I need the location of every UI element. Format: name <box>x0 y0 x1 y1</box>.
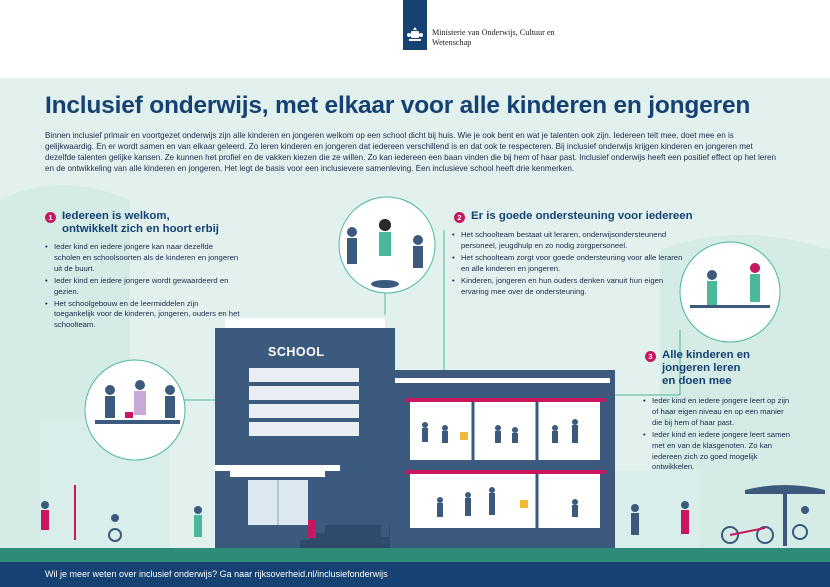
school-sign: SCHOOL <box>268 345 325 359</box>
section-1-list <box>45 242 240 332</box>
logo-bar <box>403 0 427 50</box>
ministry-name <box>432 28 555 48</box>
section-2-number: 2 <box>454 212 465 223</box>
section-2-list <box>452 230 692 298</box>
section-1-heading-line-2: ontwikkelt zich en hoort erbij <box>62 223 219 235</box>
list-item: • Ieder kind en iedere jongere wordt gewaardeerd en gezien. <box>45 276 240 298</box>
dutch-crest-icon <box>406 26 424 44</box>
page-header <box>0 0 830 78</box>
list-item: • Ieder kind en iedere jongere kan naar dezelfde scholen en schoolsoorten als de kinderen en jongeren uit de buurt. <box>45 242 240 275</box>
section-3-number: 3 <box>645 351 656 362</box>
list-item: • Het schoolteam bestaat uit leraren, onderwijsondersteunend personeel, jeugdhulp en zo nodig zorgpersoneel. <box>452 230 692 252</box>
footer-link-text[interactable]: Wil je meer weten over inclusief onderwijs? Ga naar rijksoverheid.nl/inclusiefonderwijs <box>45 569 388 579</box>
section-3-heading <box>662 349 750 388</box>
page-title: Inclusief onderwijs, met elkaar voor alle kinderen en jongeren <box>45 92 751 119</box>
list-item: • Ieder kind en iedere jongere leert samen met en van de klasgenoten. Zo kan iedereen zich zo goed mogelijk ontwikkelen. <box>643 430 793 474</box>
section-3-list <box>643 396 793 474</box>
section-3-heading-line-3: en doen mee <box>662 375 732 387</box>
section-2-heading-line-1: Er is goede ondersteuning voor iedereen <box>471 210 693 222</box>
section-2-heading <box>471 210 693 223</box>
list-item: • Het schoolgebouw en de leermiddelen zijn toegankelijk voor de kinderen, jongeren, ouders en het schoolteam. <box>45 299 240 332</box>
ministry-line-1: Ministerie van Onderwijs, Cultuur en <box>432 28 555 37</box>
list-item: • Ieder kind en iedere jongere leert op zijn of haar eigen niveau en op een manier die bij hem of haar past. <box>643 396 793 429</box>
ministry-line-2: Wetenschap <box>432 38 472 47</box>
section-1-heading <box>62 210 219 236</box>
section-3-heading-line-1: Alle kinderen en <box>662 349 750 361</box>
page-footer <box>0 562 830 587</box>
section-3-heading-line-2: jongeren leren <box>662 362 741 374</box>
list-item: • Het schoolteam zorgt voor goede ondersteuning voor alle leraren en alle kinderen en jongeren. <box>452 253 692 275</box>
section-1-number: 1 <box>45 212 56 223</box>
section-1-heading-line-1: Iedereen is welkom, <box>62 210 170 222</box>
list-item: • Kinderen, jongeren en hun ouders denken vanuit hun eigen ervaring mee over de ondersteuning. <box>452 276 692 298</box>
intro-paragraph: Binnen inclusief primair en voortgezet onderwijs zijn alle kinderen en jongeren welkom op een school dicht bij huis. Wie je ook bent en wat je talenten ook zijn. Iedereen telt mee, doet mee en is gelijkwaardig. En er wordt samen en van elkaar geleerd. Zo leren kinderen en jongeren dat iedereen verschillend is en dat ook te respecteren. Bij inclusief onderwijs krijgen kinderen en jongeren met dezelfde talenten gelijke kansen. Ze kunnen het profiel en de vakken kiezen die ze willen. Zo kan iedereen een baan vinden die bij hem of haar past. Inclusief onderwijs heeft een positief effect op het leren en de ontwikkeling van alle kinderen en jongeren. Het legt de basis voor een inclusievere samenleving. Een inclusieve school heeft drie kenmerken. <box>45 131 777 174</box>
